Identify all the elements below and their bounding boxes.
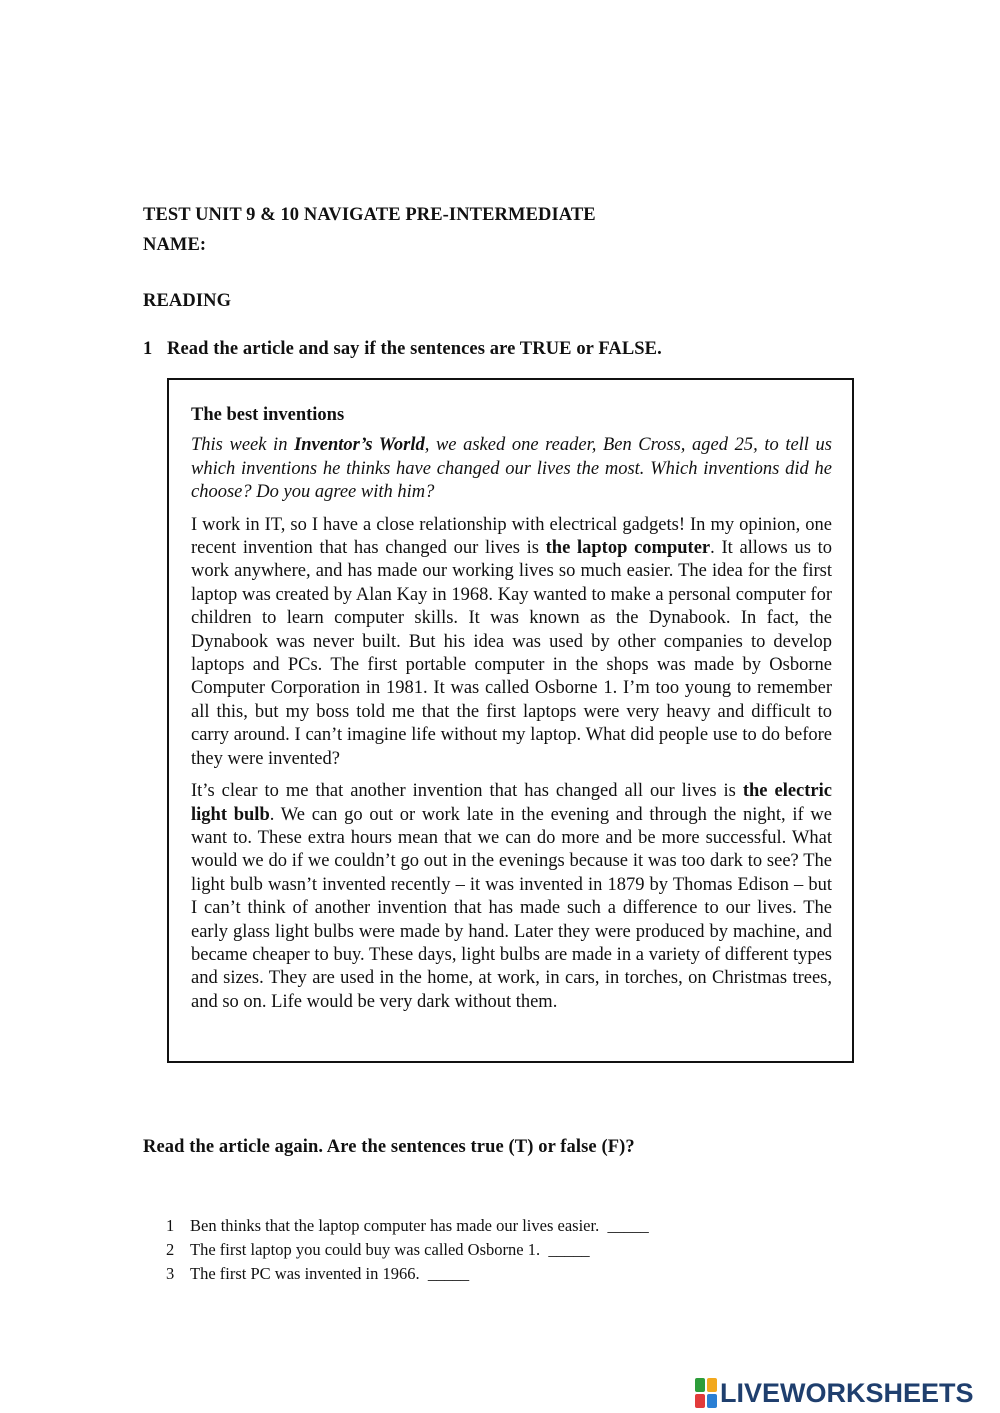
intro-text-start: This week in	[191, 435, 295, 456]
section-label-reading: READING	[143, 291, 232, 311]
answer-blank[interactable]: _____	[427, 1264, 470, 1283]
p2-highlight: the electric light bulb	[191, 781, 832, 825]
task-1-instruction	[143, 339, 662, 360]
answer-blank[interactable]: _____	[548, 1240, 590, 1259]
p1-text-start: I work in IT, so I have a close relationship with electrical gadgets! In my opinion, one recent invention that has changed our lives is	[191, 514, 832, 559]
statement-text: The first laptop you could buy was called Osborne 1.	[190, 1240, 541, 1259]
p1-highlight: the laptop computer	[545, 538, 711, 559]
statement-item	[166, 1238, 649, 1262]
test-title: TEST UNIT 9 & 10 NAVIGATE PRE-INTERMEDIATE	[143, 205, 596, 225]
statement-text: Ben thinks that the laptop computer has made our lives easier.	[190, 1216, 600, 1235]
p2-text-end: . We can go out or work late in the evening and through the night, if we want to. These extra hours mean that we can do more and be more successful. What would we do if we couldn’t go out in the evenings because it was too dark to see? The light bulb wasn’t invented recently – it was invented in 1879 by Thomas Edison – but I can’t think of another invention that has made such a difference to our lives. The early glass light bulbs were made by hand. Later they were produced by machine, and became cheaper to buy. These days, light bulbs are made in a variety of different types and sizes. They are used in the home, at work, in cars, in torches, on Christmas trees, and so on. Life would be very dark without them.	[191, 804, 832, 1012]
statement-number: 3	[166, 1264, 175, 1283]
article-body	[191, 404, 832, 1014]
task-1-text: Read the article and say if the sentences are TRUE or FALSE.	[167, 339, 662, 359]
p1-text-end: . It allows us to work anywhere, and has made our working lives so much easier. The idea for the first laptop was created by Alan Kay in 1968. Kay wanted to make a personal computer for children to learn computer skills. It was known as the Dynabook. In fact, the Dynabook was never built. But his idea was used by other companies to develop laptops and PCs. The first portable computer in the shops was made by Osborne Computer Corporation in 1981. It was called Osborne 1. I’m too young to remember all this, but my boss told me that the first laptops were very heavy and difficult to carry around. I can’t imagine life without my laptop. What did people use to do before they were invented?	[191, 538, 832, 769]
p2-text-start: It’s clear to me that another invention that has changed all our lives is	[191, 781, 743, 802]
article-box	[167, 378, 854, 1063]
statement-number: 1	[166, 1216, 175, 1235]
name-label: NAME:	[143, 235, 207, 255]
liveworksheets-logo-icon	[695, 1378, 717, 1408]
liveworksheets-logo	[695, 1376, 974, 1410]
answer-blank[interactable]: _____	[607, 1216, 649, 1235]
liveworksheets-logo-text: LIVEWORKSHEETS	[720, 1377, 974, 1408]
statement-number: 2	[166, 1240, 175, 1259]
intro-text-end: , we asked one reader, Ben Cross, aged 25, to tell us which inventions he thinks have changed our lives the most. Which inventions did he choose? Do you agree with him?	[191, 435, 833, 503]
statement-list	[166, 1214, 649, 1286]
task-1-number: 1	[143, 339, 153, 359]
statement-item	[166, 1214, 649, 1238]
article-title: The best inventions	[191, 405, 345, 425]
intro-magazine-name: Inventor’s World	[294, 435, 425, 456]
statement-text: The first PC was invented in 1966.	[190, 1264, 420, 1283]
task-2-instruction: Read the article again. Are the sentences true (T) or false (F)?	[143, 1137, 635, 1157]
article-paragraph-light-bulb	[191, 780, 832, 1014]
article-paragraph-laptop	[191, 514, 832, 771]
statement-item	[166, 1262, 649, 1286]
article-intro	[191, 434, 832, 504]
